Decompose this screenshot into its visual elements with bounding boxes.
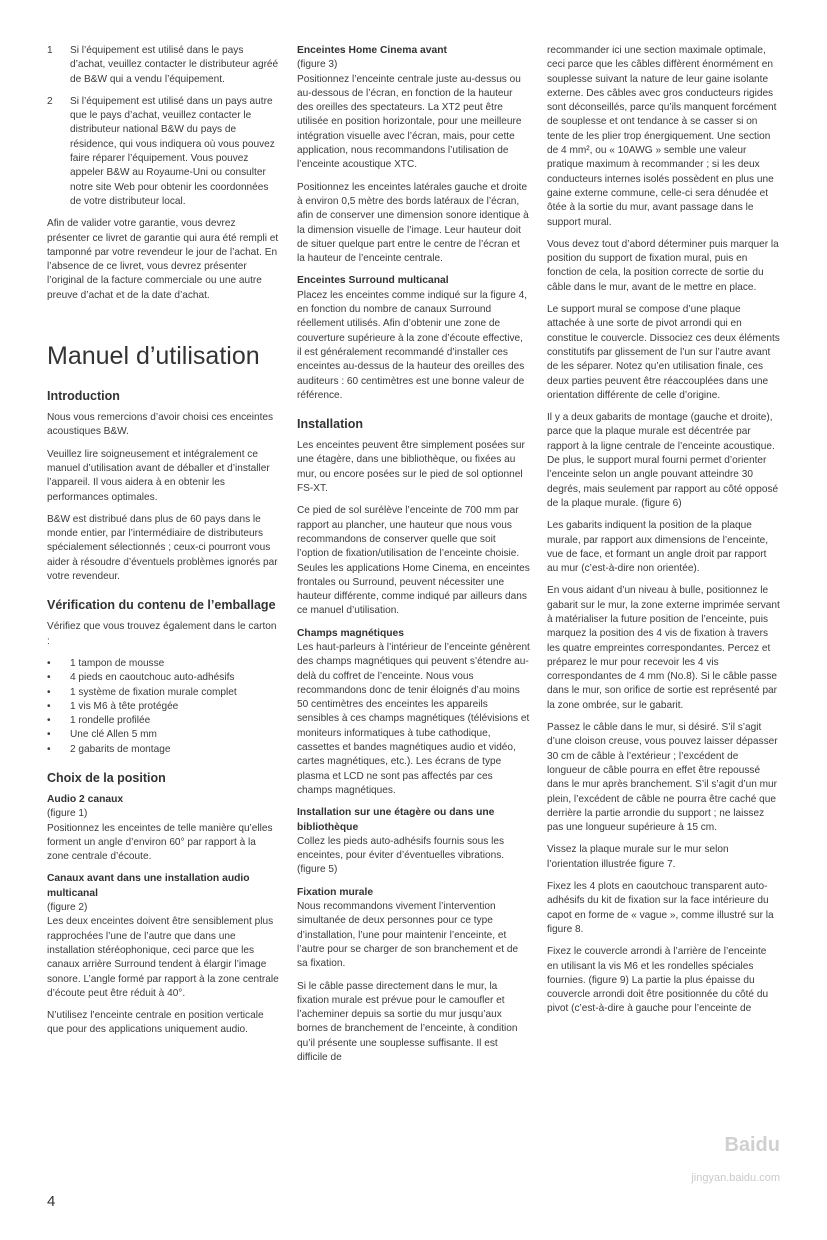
verification-paragraph: Vérifiez que vous trouvez également dans le carton :: [47, 621, 277, 647]
watermark-logo: Baidu: [724, 1134, 780, 1156]
intro-paragraph-3: B&W est distribué dans plus de 60 pays dans le monde entier, par l’intermédiaire de distributeurs spécialement sélectionnés ; ceux-ci pourront vous aider à résoudre d’éventuels problèmes ignorés par votre revendeur.: [47, 513, 278, 583]
canaux-avant-paragraph: Les deux enceintes doivent être sensiblement plus rapprochées l’une de l’autre que dans une installation stéréophonique, ceci parce que les canaux arrière Surround tendent à élargir l’image sonore. L’angle formé par rapport à la zone centrale d’écoute peut être réduit à 40°.: [47, 916, 279, 999]
canaux-avant-heading: Canaux avant dans une installation audio multicanal: [47, 873, 250, 899]
fixation-murale-paragraph-1: Nous recommandons vivement l’intervention simultanée de deux personnes pour ce type d’installation, l’une pour maintenir l’enceinte, et l’autre pour se charger de son branchement et de sa fixation.: [297, 901, 519, 970]
column-3: [547, 44, 780, 1025]
verification-heading: Vérification du contenu de l’emballage: [47, 598, 276, 613]
paragraph: En vous aidant d’un niveau à bulle, positionnez le gabarit sur le mur, la zone externe imprimée servant à matérialiser la future position de l’enceinte, puis marquez la position des 4 vis de fixation à travers les quatre empreintes correspondantes. Percez et préparez le mur pour recevoir les 4 vis correspondantes de 4 mm (No.8). Si le câble passe dans le mur, son orifice de sortie est représenté par la zone ombrée, sur le gabarit.: [547, 585, 780, 711]
list-item: • Une clé Allen 5 mm: [47, 729, 157, 741]
figure-ref: (figure 1): [47, 808, 88, 820]
list-item: • 1 système de fixation murale complet: [47, 686, 237, 698]
item-number: 1: [47, 45, 53, 56]
watermark-url: jingyan.baidu.com: [691, 1172, 780, 1184]
paragraph: Vissez la plaque murale sur le mur selon l’orientation illustrée figure 7.: [547, 844, 729, 870]
fixation-murale-paragraph-2: Si le câble passe directement dans le mur, la fixation murale est prévue pour le camoufler et l’acheminer depuis sa sortie du mur jusqu’aux bornes de branchement de l’enceinte, à condition qu’il présente une souplesse suffisante. Il est difficile de: [297, 980, 518, 1063]
etagere-heading: Installation sur une étagère ou dans une bibliothèque: [297, 807, 495, 833]
audio-2-canaux-heading: Audio 2 canaux: [47, 793, 124, 805]
etagere-paragraph: Collez les pieds auto-adhésifs fournis sous les enceintes, pour éviter d’éventuelles vibrations. (figure 5): [297, 835, 505, 876]
list-item: • 2 gabarits de montage: [47, 743, 171, 755]
column-2: [297, 44, 530, 1073]
installation-paragraph-2: Ce pied de sol surélève l’enceinte de 700 mm par rapport au plancher, une hauteur que nous vous recommandons de conserver quelle que soit l’option de fixation/utilisation de l’enceinte choisie. Seules les applications Home Cinema, en enceintes frontales ou Surround, peuvent nécessiter une hauteur différente, comme indiqué par ailleurs dans ce manuel d’utilisation.: [297, 505, 530, 617]
introduction-heading: Introduction: [47, 389, 120, 404]
home-cinema-heading: Enceintes Home Cinema avant: [297, 45, 447, 56]
paragraph: Fixez les 4 plots en caoutchouc transparent auto-adhésifs du kit de fixation sur la face intérieure du capot en forme de « vague », comme illustré sur la figure 8.: [547, 881, 774, 935]
paragraph: Fixez le couvercle arrondi à l’arrière de l’enceinte en utilisant la vis M6 et les rondelles spéciales fournies. (figure 9) La partie la plus épaisse du couvercle arrondi doit être positionnée du côté du pivot (c’est-à-dire à gauche pour l’enceinte de: [547, 946, 769, 1015]
list-item: • 4 pieds en caoutchouc auto-adhésifs: [47, 672, 235, 684]
list-item: • 1 tampon de mousse: [47, 657, 165, 669]
home-cinema-paragraph-2: Positionnez les enceintes latérales gauche et droite à environ 0,5 mètre des bords latéraux de l’écran, afin de conserver une dimension sonore identique à la dimension visuelle de l’image. Leur hauteur doit de situer quelque part entre le centre de l’écran et la hauteur de l’enceinte centrale.: [297, 181, 529, 265]
numbered-item-2: [47, 95, 280, 209]
paragraph: Le support mural se compose d’une plaque attachée à une sorte de pivot arrondi qui en constitue le couvercle. Dissociez ces deux éléments constitutifs par glissement de l’un sur l’autre avant de les séparer. Notez qu’en utilisation finale, ces deux parties peuvent être réaccouplées dans une orientation différente de celle d’origine.: [547, 304, 780, 401]
champs-magnetiques-heading: Champs magnétiques: [297, 627, 404, 639]
figure-ref: (figure 2): [47, 902, 88, 914]
paragraph: Il y a deux gabarits de montage (gauche et droite), parce que la plaque murale est décentrée par rapport à la ligne centrale de l’enceinte acoustique. De plus, le support mural fourni permet d’orienter l’enceinte selon un angle pouvant atteindre 30 degrés, mais seulement par rapport au côté opposé de la plaque murale. (figure 6): [547, 412, 779, 509]
list-item: • 1 rondelle profilée: [47, 715, 151, 727]
contents-list: [47, 657, 280, 757]
column-1: [47, 44, 280, 1046]
surround-paragraph: Placez les enceintes comme indiqué sur la figure 4, en fonction du nombre de canaux Surround réellement utilisés. Afin d’obtenir une zone de couverture supérieure à la zone d’écoute effective, il est généralement recommandé d’installer ces enceintes au-dessus de la hauteur des oreilles des auditeurs : 60 centimètres est une bonne valeur de référence.: [297, 289, 528, 401]
paragraph: recommander ici une section maximale optimale, ceci parce que les câbles diffèrent énormément en souplesse suivant la nature de leur gaine isolante externe. Des câbles avec gros conducteurs rigides sont déconseillés, parce qu’ils manquent forcément de souplesse et ont tendance à se casser si on tente de les plier trop énergiquement. Une section de 4 mm², ou « 10AWG » semble une valeur pratique maximum à recommander ; si les deux conducteurs internes isolés possèdent en plus une gaine externe commune, celle-ci sera dénudée et ôtée à la sortie du mur, avant passage dans le support mural.: [547, 45, 777, 228]
surround-heading: Enceintes Surround multicanal: [297, 275, 449, 287]
intro-paragraph-2: Veuillez lire soigneusement et intégralement ce manuel d’utilisation avant de déballer et d’installer l’appareil. Il vous aidera à en obtenir les performances optimales.: [47, 448, 270, 503]
figure-ref: (figure 3): [297, 59, 338, 71]
paragraph: Les gabarits indiquent la position de la plaque murale, par rapport aux dimensions de l’enceinte, vue de face, et formant un angle droit par rapport au mur (c’est-à-dire non orientée).: [547, 520, 769, 575]
fixation-murale-heading: Fixation murale: [297, 886, 374, 898]
item-number: 2: [47, 95, 53, 107]
item-text: Si l’équipement est utilisé dans un pays autre que le pays d’achat, veuillez contacter le distributeur national B&W du pays de résidence, qui vous indiquera où vous pouvez faire réparer l’équipement. Vous pouvez appeler B&W au Royaume-Uni ou consulter notre site Web pour obtenir les coordonnées de votre distributeur local.: [70, 95, 275, 207]
warranty-paragraph: Afin de valider votre garantie, vous devrez présenter ce livret de garantie qui aura été rempli et tamponné par votre revendeur le jour de l’achat. En l’absence de ce livret, vous devrez présenter l’original de la facture commerciale ou une autre preuve d’achat et de la date d’achat.: [47, 218, 279, 301]
page-number: 4: [47, 1193, 56, 1210]
home-cinema-paragraph-1: Positionnez l’enceinte centrale juste au-dessus ou au-dessous de l’écran, en fonction de la hauteur des oreilles des spectateurs. La XT2 peut être utilisée en position horizontale, pour une meilleure intégration visuelle avec l’écran, mais, pour cette application, nous recommandons l’utilisation de l’enceinte acoustique XTC.: [297, 73, 522, 171]
audio-2-canaux-paragraph: Positionnez les enceintes de telle manière qu’elles forment un angle d’environ 60° par rapport à la zone centrale d’écoute.: [47, 822, 273, 863]
numbered-item-1: [47, 44, 280, 87]
manual-title: Manuel d’utilisation: [47, 342, 260, 371]
installation-heading: Installation: [297, 417, 363, 432]
choix-position-heading: Choix de la position: [47, 770, 166, 785]
installation-paragraph-1: Les enceintes peuvent être simplement posées sur une étagère, dans une bibliothèque, ou fixées au mur, ou encore posées sur le pied de sol optionnel FS-XT.: [297, 440, 525, 495]
intro-paragraph-1: Nous vous remercions d’avoir choisi ces enceintes acoustiques B&W.: [47, 412, 274, 438]
champs-magnetiques-paragraph: Les haut-parleurs à l’intérieur de l’enceinte génèrent des champs magnétiques qui peuvent s’étendre au-delà du coffret de l’enceinte. Nous vous recommandons donc de tenir éloignés d’au moins 50 centimètres des enceintes les appareils sensibles à ces champs magnétiques (télévisions et moniteurs informatiques à tube cathodique, cassettes et bandes magnétiques audio et vidéo, cartes magnétiques, etc.). Les écrans de type plasma et LCD ne sont pas affectés par ces champs magnétiques.: [297, 641, 530, 796]
item-text: Si l’équipement est utilisé dans le pays d’achat, veuillez contacter le distributeur agréé de B&W qui a vendu l’équipement.: [70, 45, 279, 85]
paragraph: Passez le câble dans le mur, si désiré. S’il s’agit d’une cloison creuse, vous pouvez laisser dépasser 30 cm de câble à l’extérieur ; l’excédent de longueur de câble pourra en effet être repoussé dans le mur après branchement. S’il s’agit d’un mur plein, l’excédent de câble ne pourra être caché que derrière la partie arrondie du support ; ne laissez pas une longueur supérieure à 15 cm.: [547, 722, 778, 834]
paragraph: Vous devez tout d’abord déterminer puis marquer la position du support de fixation mural, puis en fonction de cela, la position correcte de sortie du câble dans le mur, avant de le mettre en place.: [547, 238, 779, 293]
list-item: • 1 vis M6 à tête protégée: [47, 700, 179, 712]
canaux-avant-paragraph-2: N’utilisez l’enceinte centrale en position verticale que pour des applications uniquement audio.: [47, 1010, 264, 1036]
